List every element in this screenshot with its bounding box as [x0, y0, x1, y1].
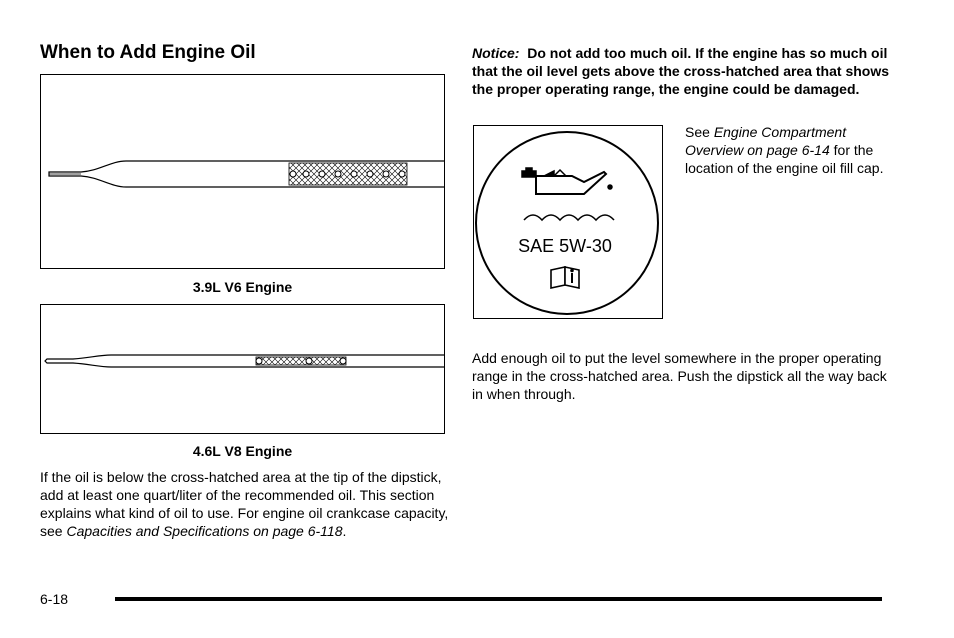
cap-viscosity-label: SAE 5W-30	[518, 236, 612, 256]
capacities-reference: Capacities and Specifications on page 6-118	[66, 523, 343, 539]
owner-manual-icon	[551, 267, 579, 288]
notice-block	[472, 44, 892, 98]
oil-can-icon	[522, 168, 612, 194]
section-heading: When to Add Engine Oil	[40, 42, 256, 63]
engine-compartment-reference: Engine Compartment Overview on page 6-14	[685, 124, 847, 158]
notice-text: Do not add too much oil. If the engine has so much oil that the oil level gets above the cross-hatched area that shows the proper operating range, the engine could be damaged.	[472, 45, 890, 97]
oil-level-waves	[524, 215, 614, 220]
dipstick-v8-illustration	[41, 305, 444, 433]
figure-caption-v6: 3.9L V6 Engine	[192, 279, 293, 295]
oil-level-text-end: .	[342, 523, 347, 539]
see-prefix: See	[685, 124, 714, 140]
footer-rule	[115, 597, 882, 601]
oil-level-text: If the oil is below the cross-hatched area at the tip of the dipstick, add at least one quart/liter of the recommended oil. This section explains what kind of oil to use. For engine oil crankcase capacity, see	[40, 469, 449, 539]
notice-label: Notice:	[472, 45, 520, 61]
dipstick-v6-illustration	[41, 75, 444, 268]
see-suffix: for the location of the engine oil fill cap.	[685, 142, 884, 176]
add-oil-paragraph: Add enough oil to put the level somewhere in the proper operating range in the cross-hatched area. Push the dipstick all the way back in when through.	[472, 350, 887, 402]
dipstick-figure-v8	[40, 304, 445, 434]
page-number: 6-18	[40, 591, 69, 607]
fill-cap-reference	[685, 123, 885, 177]
oil-fill-cap-figure	[473, 125, 663, 319]
oil-fill-cap-illustration	[474, 126, 662, 318]
oil-level-paragraph	[40, 468, 450, 540]
dipstick-figure-v6	[40, 74, 445, 269]
figure-caption-v8: 4.6L V8 Engine	[192, 443, 293, 459]
